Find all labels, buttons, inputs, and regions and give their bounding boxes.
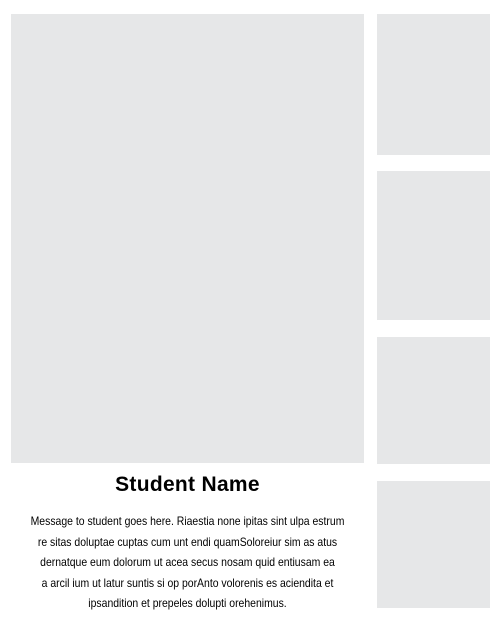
side-photo-placeholder-3 [377,337,490,464]
message-line: a arcil ium ut latur suntis si op porAnto volorenis es aciendita et [41,576,334,590]
message-line: dernatque eum dolorum ut acea secus nosam quid entiusam ea [40,556,335,569]
side-photo-placeholder-2 [377,171,490,320]
message-line: ipsandition et prepeles dolupti orehenimus. [88,597,287,610]
caption-block [11,470,364,615]
student-name: Student Name [115,473,260,496]
student-message [29,512,347,615]
side-photo-placeholder-4 [377,481,490,608]
message-line: re sitas doluptae cuptas cum unt endi quamSoloreiur sim as atus [37,535,338,549]
side-photo-placeholder-1 [377,14,490,155]
message-line: Message to student goes here. Riaestia none ipitas sint ulpa estrum [30,515,345,528]
main-photo-placeholder [11,14,364,463]
